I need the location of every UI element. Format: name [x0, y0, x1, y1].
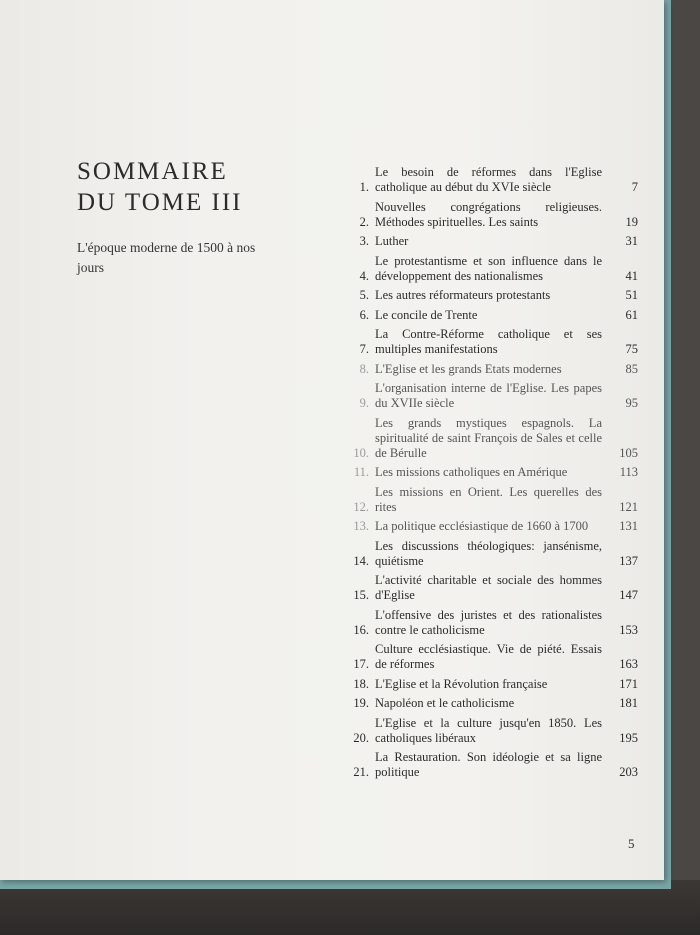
title-line-2: DU TOME III — [77, 189, 243, 216]
toc-entry — [342, 254, 638, 284]
toc-entry-number: 13. — [353, 519, 369, 533]
toc-entry-number: 20. — [353, 730, 369, 745]
toc-entry-number: 11. — [353, 465, 369, 479]
toc-entry-number: 3. — [359, 234, 369, 248]
toc-entry-page: 163 — [619, 657, 638, 671]
toc-entry — [342, 465, 638, 480]
toc-entry-number: 5. — [359, 288, 369, 302]
toc-entry-page: 195 — [619, 730, 638, 745]
toc-entry-title: L'Eglise et la culture jusqu'en 1850. Les catholiques libéraux — [375, 715, 602, 745]
toc-entry — [342, 234, 638, 249]
toc-entry-page: 31 — [625, 234, 638, 248]
toc-entry-title: Les missions en Orient. Les querelles des rites — [375, 484, 602, 514]
toc-entry-title: Culture ecclésiastique. Vie de piété. Essais de réformes — [375, 642, 602, 671]
toc-entry-number: 10. — [353, 445, 369, 460]
toc-entry-title: Napoléon et le catholicisme — [375, 696, 515, 710]
toc-entry-number: 6. — [359, 307, 369, 322]
toc-entry-page: 85 — [625, 361, 638, 376]
toc-entry-number: 9. — [359, 396, 369, 410]
toc-entry — [342, 677, 638, 692]
toc-entry-title: Nouvelles congrégations religieuses. Méthodes spirituelles. Les saints — [375, 199, 602, 229]
toc-entry — [342, 608, 638, 638]
toc-entry-page: 203 — [619, 765, 638, 779]
toc-entry-number: 1. — [359, 180, 369, 194]
toc-entry — [342, 381, 638, 411]
toc-entry-title: Les discussions théologiques: jansénisme, quiétisme — [375, 538, 602, 568]
toc-entry-title: Les autres réformateurs protestants — [375, 288, 551, 302]
toc-entry-page: 61 — [625, 307, 638, 322]
toc-entry-page: 75 — [625, 342, 638, 356]
toc-entry-title: La Contre-Réforme catholique et ses multiples manifestations — [375, 327, 602, 356]
toc-entry-title: Les grands mystiques espagnols. La spiritualité de saint François de Sales et celle de Bérulle — [375, 415, 602, 460]
toc-entry — [342, 519, 638, 534]
toc-entry-page: 113 — [619, 465, 638, 479]
toc-entry-title: Le besoin de réformes dans l'Eglise catholique au début du XVIe siècle — [375, 165, 602, 194]
toc-entry-title: L'offensive des juristes et des rationalistes contre le catholicisme — [375, 607, 602, 637]
toc-entry-number: 12. — [353, 499, 369, 514]
toc-entry — [342, 288, 638, 303]
table-of-contents — [342, 165, 638, 785]
toc-entry — [342, 416, 638, 461]
toc-entry-title: L'organisation interne de l'Eglise. Les papes du XVIIe siècle — [375, 381, 602, 410]
toc-entry — [342, 200, 638, 230]
toc-entry-number: 15. — [353, 588, 369, 602]
toc-entry-title: L'Eglise et les grands Etats modernes — [375, 361, 562, 376]
toc-entry-page: 153 — [619, 622, 638, 637]
page-number: 5 — [628, 836, 635, 851]
toc-entry-number: 14. — [353, 553, 369, 568]
toc-entry-title: La Restauration. Son idéologie et sa ligne politique — [375, 750, 602, 779]
toc-entry — [342, 362, 638, 377]
toc-entry-page: 51 — [625, 288, 638, 302]
title-line-1: SOMMAIRE — [77, 158, 228, 185]
toc-entry — [342, 539, 638, 569]
toc-entry-number: 21. — [353, 765, 369, 779]
toc-entry-page: 147 — [619, 588, 638, 602]
toc-entry-page: 105 — [619, 445, 638, 460]
toc-entry-title: Le protestantisme et son influence dans le développement des nationalismes — [375, 253, 602, 283]
toc-entry-page: 137 — [619, 553, 638, 568]
toc-entry — [342, 696, 638, 711]
toc-entry-title: La politique ecclésiastique de 1660 à 1700 — [375, 519, 589, 533]
toc-entry-page: 121 — [619, 499, 638, 514]
toc-entry — [342, 750, 638, 780]
toc-entry-title: Les missions catholiques en Amérique — [375, 465, 568, 479]
page-title — [77, 156, 243, 218]
toc-entry-page: 181 — [619, 696, 638, 710]
toc-entry-title: L'activité charitable et sociale des hommes d'Eglise — [375, 573, 602, 602]
toc-entry-title: L'Eglise et la Révolution française — [375, 676, 548, 691]
toc-entry-page: 95 — [625, 396, 638, 410]
toc-entry — [342, 327, 638, 357]
toc-entry — [342, 573, 638, 603]
toc-entry-title: Luther — [375, 234, 409, 248]
page-subtitle: L'époque moderne de 1500 à nos jours — [77, 240, 256, 275]
toc-entry-number: 2. — [359, 214, 369, 229]
toc-entry — [342, 308, 638, 323]
toc-entry-title: Le concile de Trente — [375, 307, 478, 322]
toc-entry — [342, 165, 638, 195]
toc-entry-number: 8. — [359, 361, 369, 376]
toc-entry-number: 18. — [353, 676, 369, 691]
toc-entry-page: 171 — [619, 676, 638, 691]
toc-entry-number: 7. — [359, 342, 369, 356]
toc-entry-number: 17. — [353, 657, 369, 671]
toc-entry — [342, 716, 638, 746]
toc-entry-page: 19 — [625, 214, 638, 229]
toc-entry — [342, 485, 638, 515]
toc-entry-page: 131 — [619, 519, 638, 533]
toc-entry — [342, 642, 638, 672]
toc-entry-number: 16. — [353, 622, 369, 637]
toc-entry-page: 7 — [631, 180, 638, 194]
toc-entry-number: 4. — [359, 268, 369, 283]
toc-entry-number: 19. — [353, 696, 369, 710]
toc-entry-page: 41 — [625, 268, 638, 283]
